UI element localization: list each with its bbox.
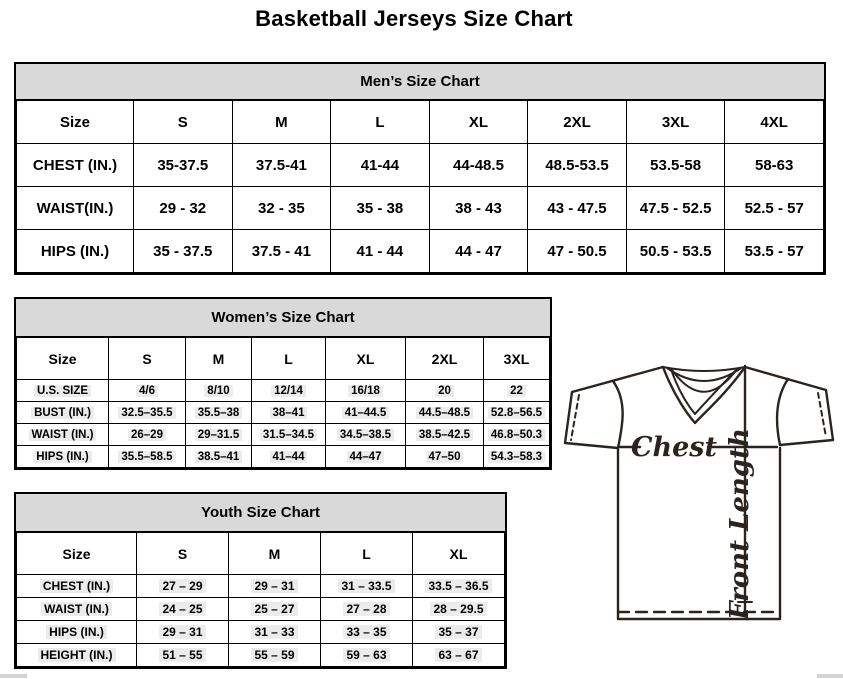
size-value-cell: 44.5–48.5 [406, 402, 484, 424]
size-value-cell: 55 – 59 [229, 644, 321, 667]
column-header: 3XL [484, 338, 550, 380]
size-value-cell: 35 - 37.5 [134, 230, 233, 273]
size-value-cell: 41-44 [331, 144, 430, 187]
size-value-cell: 47 - 50.5 [528, 230, 627, 273]
row-label: WAIST (IN.) [17, 424, 109, 446]
size-value-cell: 54.3–58.3 [484, 446, 550, 468]
size-value-cell: 52.5 - 57 [725, 187, 824, 230]
table-row [17, 402, 550, 424]
size-column-header: Size [17, 101, 134, 144]
size-value-cell: 16/18 [326, 380, 406, 402]
size-value-cell: 44–47 [326, 446, 406, 468]
size-value-cell: 27 – 29 [137, 575, 229, 598]
size-value-cell: 8/10 [186, 380, 252, 402]
size-value-cell: 48.5-53.5 [528, 144, 627, 187]
size-value-cell: 28 – 29.5 [413, 598, 505, 621]
youth-size-chart-header: Youth Size Chart [16, 494, 505, 532]
size-value-cell: 43 - 47.5 [528, 187, 627, 230]
size-value-cell: 29 – 31 [229, 575, 321, 598]
scrollbar-fragment-right[interactable] [817, 674, 843, 678]
size-value-cell: 53.5 - 57 [725, 230, 824, 273]
column-header: M [232, 101, 331, 144]
size-value-cell: 31 – 33.5 [321, 575, 413, 598]
size-value-cell: 35.5–38 [186, 402, 252, 424]
size-column-header: Size [17, 338, 109, 380]
size-value-cell: 47.5 - 52.5 [626, 187, 725, 230]
column-header: S [137, 533, 229, 575]
column-header: S [109, 338, 186, 380]
size-value-cell: 35 - 38 [331, 187, 430, 230]
size-value-cell: 32 - 35 [232, 187, 331, 230]
table-row [17, 424, 550, 446]
table-row [17, 187, 824, 230]
right-cuff-dashed-line [818, 393, 826, 437]
size-value-cell: 59 – 63 [321, 644, 413, 667]
size-value-cell: 29 - 32 [134, 187, 233, 230]
row-label: U.S. SIZE [17, 380, 109, 402]
size-value-cell: 47–50 [406, 446, 484, 468]
womens-size-chart-header: Women’s Size Chart [16, 299, 550, 337]
size-value-cell: 33.5 – 36.5 [413, 575, 505, 598]
size-value-cell: 63 – 67 [413, 644, 505, 667]
column-header: 3XL [626, 101, 725, 144]
collar-top-edge [663, 367, 745, 371]
size-value-cell: 29–31.5 [186, 424, 252, 446]
column-header: L [331, 101, 430, 144]
size-value-cell: 26–29 [109, 424, 186, 446]
jersey-diagram-svg [556, 356, 840, 622]
size-value-cell: 41–44 [252, 446, 326, 468]
front-length-label: Front Length [725, 428, 755, 620]
row-label: WAIST (IN.) [17, 598, 137, 621]
size-value-cell: 53.5-58 [626, 144, 725, 187]
table-row [17, 230, 824, 273]
table-row [17, 380, 550, 402]
size-value-cell: 22 [484, 380, 550, 402]
size-value-cell: 38.5–42.5 [406, 424, 484, 446]
size-value-cell: 38 - 43 [429, 187, 528, 230]
mens-size-chart-section [14, 62, 826, 275]
size-value-cell: 38–41 [252, 402, 326, 424]
size-value-cell: 46.8–50.3 [484, 424, 550, 446]
column-header: L [321, 533, 413, 575]
jersey-body-outline [618, 448, 780, 619]
size-value-cell: 20 [406, 380, 484, 402]
size-value-cell: 31.5–34.5 [252, 424, 326, 446]
size-value-cell: 32.5–35.5 [109, 402, 186, 424]
column-header: S [134, 101, 233, 144]
size-value-cell: 50.5 - 53.5 [626, 230, 725, 273]
size-value-cell: 25 – 27 [229, 598, 321, 621]
womens-size-chart-section [14, 297, 552, 470]
row-label: CHEST (IN.) [17, 144, 134, 187]
size-value-cell: 27 – 28 [321, 598, 413, 621]
size-value-cell: 29 – 31 [137, 621, 229, 644]
size-value-cell: 38.5–41 [186, 446, 252, 468]
table-row [17, 144, 824, 187]
row-label: HEIGHT (IN.) [17, 644, 137, 667]
mens-size-table [16, 100, 824, 273]
left-cuff-dashed-line [571, 395, 579, 440]
chest-label: Chest [631, 432, 717, 463]
row-label: HIPS (IN.) [17, 230, 134, 273]
size-value-cell: 34.5–38.5 [326, 424, 406, 446]
scrollbar-fragment-left[interactable] [0, 674, 27, 678]
size-value-cell: 44-48.5 [429, 144, 528, 187]
size-value-cell: 51 – 55 [137, 644, 229, 667]
size-value-cell: 31 – 33 [229, 621, 321, 644]
size-value-cell: 35.5–58.5 [109, 446, 186, 468]
size-value-cell: 33 – 35 [321, 621, 413, 644]
column-header: XL [326, 338, 406, 380]
table-header-row [17, 338, 550, 380]
youth-size-table [16, 532, 505, 667]
table-row [17, 621, 505, 644]
jersey-measurement-diagram [556, 356, 840, 622]
youth-size-chart-section [14, 492, 507, 669]
mens-size-chart-header: Men’s Size Chart [16, 64, 824, 100]
table-row [17, 446, 550, 468]
row-label: HIPS (IN.) [17, 446, 109, 468]
size-value-cell: 52.8–56.5 [484, 402, 550, 424]
column-header: XL [413, 533, 505, 575]
column-header: XL [429, 101, 528, 144]
row-label: HIPS (IN.) [17, 621, 137, 644]
jersey-left-seam [613, 381, 623, 448]
size-value-cell: 41–44.5 [326, 402, 406, 424]
page-title: Basketball Jerseys Size Chart [255, 6, 573, 31]
size-column-header: Size [17, 533, 137, 575]
column-header: M [186, 338, 252, 380]
womens-size-table [16, 337, 550, 468]
size-value-cell: 41 - 44 [331, 230, 430, 273]
jersey-right-seam [777, 379, 788, 445]
table-row [17, 644, 505, 667]
size-value-cell: 24 – 25 [137, 598, 229, 621]
table-row [17, 598, 505, 621]
table-header-row [17, 533, 505, 575]
size-value-cell: 58-63 [725, 144, 824, 187]
table-header-row [17, 101, 824, 144]
size-value-cell: 12/14 [252, 380, 326, 402]
size-value-cell: 4/6 [109, 380, 186, 402]
column-header: 2XL [406, 338, 484, 380]
size-value-cell: 44 - 47 [429, 230, 528, 273]
column-header: L [252, 338, 326, 380]
size-value-cell: 37.5-41 [232, 144, 331, 187]
row-label: CHEST (IN.) [17, 575, 137, 598]
table-row [17, 575, 505, 598]
column-header: 2XL [528, 101, 627, 144]
size-value-cell: 37.5 - 41 [232, 230, 331, 273]
size-value-cell: 35-37.5 [134, 144, 233, 187]
row-label: BUST (IN.) [17, 402, 109, 424]
size-value-cell: 35 – 37 [413, 621, 505, 644]
column-header: 4XL [725, 101, 824, 144]
row-label: WAIST(IN.) [17, 187, 134, 230]
column-header: M [229, 533, 321, 575]
